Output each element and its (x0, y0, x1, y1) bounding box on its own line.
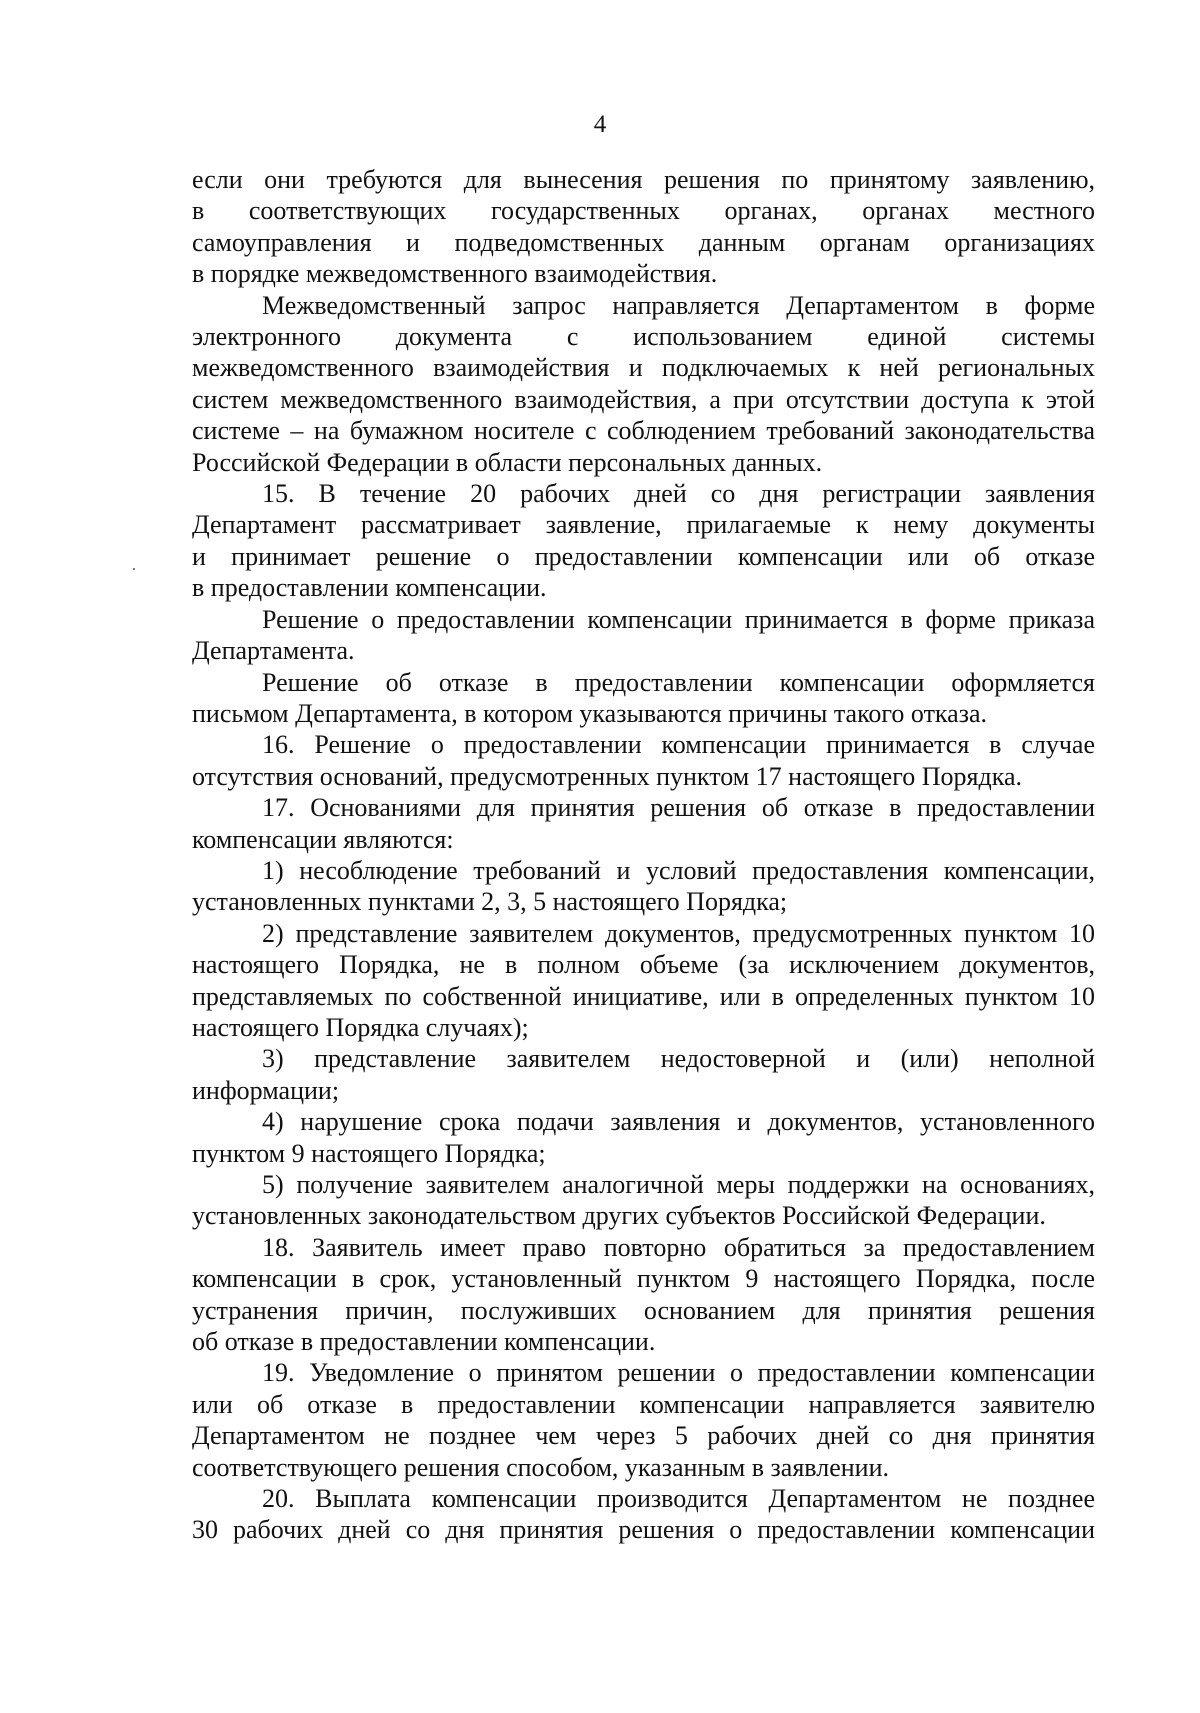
paragraph (192, 164, 1095, 290)
text-line: компенсации в срок, установленный пунктом 9 настоящего Порядка, после (192, 1264, 1095, 1294)
text-line: настоящего Порядка случаях); (192, 1012, 529, 1042)
text-line: Межведомственный запрос направляется Департаментом в форме (262, 290, 1095, 320)
text-line: об отказе в предоставлении компенсации. (192, 1327, 656, 1357)
paragraph (192, 1357, 1095, 1483)
text-line: Решение о предоставлении компенсации принимается в форме приказа (262, 604, 1095, 634)
text-line: Департаментом не позднее чем через 5 рабочих дней со дня принятия (192, 1421, 1095, 1451)
text-line: 3) представление заявителем недостоверной и (или) неполной (262, 1044, 1095, 1074)
text-line: в порядке межведомственного взаимодействия. (192, 259, 718, 289)
text-line: пунктом 9 настоящего Порядка; (192, 1138, 546, 1168)
document-body (192, 164, 1095, 1546)
text-line: системе – на бумажном носителе с соблюдением требований законодательства (192, 416, 1095, 446)
text-line: 30 рабочих дней со дня принятия решения о предоставлении компенсации (192, 1515, 1095, 1545)
paragraph (192, 855, 1095, 918)
text-line: самоуправления и подведомственных данным органам организациях (192, 227, 1095, 257)
paragraph (192, 918, 1095, 1044)
paragraph (192, 1043, 1095, 1106)
text-line: Решение об отказе в предоставлении компенсации оформляется (262, 667, 1095, 697)
text-line: 5) получение заявителем аналогичной меры поддержки на основаниях, (262, 1170, 1095, 1199)
text-line: 20. Выплата компенсации производится Департаментом не позднее (262, 1484, 1095, 1514)
text-line: в соответствующих государственных органах, органах местного (192, 196, 1095, 226)
text-line: если они требуются для вынесения решения по принятому заявлению, (192, 165, 1095, 194)
text-line: 1) несоблюдение требований и условий предоставления компенсации, (262, 855, 1095, 885)
text-line: информации; (192, 1075, 340, 1105)
text-line: 17. Основаниями для принятия решения об отказе в предоставлении (262, 793, 1095, 823)
text-line: установленных пунктами 2, 3, 5 настоящего Порядка; (192, 887, 788, 917)
text-line: установленных законодательством других субъектов Российской Федерации. (192, 1201, 1046, 1231)
paragraph (192, 290, 1095, 478)
text-line: электронного документа с использованием единой системы (192, 322, 1095, 352)
paragraph (192, 478, 1095, 604)
paragraph (192, 729, 1095, 792)
text-line: 16. Решение о предоставлении компенсации принимается в случае (262, 730, 1095, 760)
text-line: письмом Департамента, в котором указываются причины такого отказа. (192, 698, 988, 728)
page-number: 4 (593, 111, 607, 138)
text-line: устранения причин, послуживших основанием для принятия решения (192, 1295, 1095, 1325)
text-line: Российской Федерации в области персональных данных. (192, 447, 823, 477)
text-line: 19. Уведомление о принятом решении о предоставлении компенсации (262, 1358, 1095, 1388)
text-line: представляемых по собственной инициативе, или в определенных пунктом 10 (192, 981, 1095, 1011)
text-line: Департамент рассматривает заявление, прилагаемые к нему документы (192, 510, 1095, 540)
text-line: отсутствия оснований, предусмотренных пунктом 17 настоящего Порядка. (192, 761, 1022, 791)
paragraph (192, 1169, 1095, 1232)
paragraph (192, 667, 1095, 730)
text-line: 18. Заявитель имеет право повторно обратиться за предоставлением (262, 1232, 1095, 1262)
text-line: соответствующего решения способом, указанным в заявлении. (192, 1452, 889, 1482)
text-line: 4) нарушение срока подачи заявления и документов, установленного (262, 1107, 1095, 1137)
text-line: настоящего Порядка, не в полном объеме (за исключением документов, (192, 950, 1095, 980)
text-line: в предоставлении компенсации. (192, 573, 547, 603)
text-line: систем межведомственного взаимодействия, а при отсутствии доступа к этой (192, 384, 1095, 414)
text-line: и принимает решение о предоставлении компенсации или об отказе (192, 541, 1095, 571)
text-line: или об отказе в предоставлении компенсации направляется заявителю (192, 1389, 1095, 1419)
scan-artifact (133, 568, 135, 570)
text-line: Департамента. (192, 636, 355, 666)
paragraph (192, 1232, 1095, 1358)
paragraph (192, 1483, 1095, 1546)
paragraph (192, 792, 1095, 855)
text-line: 15. В течение 20 рабочих дней со дня регистрации заявления (262, 479, 1095, 509)
text-line: 2) представление заявителем документов, предусмотренных пунктом 10 (262, 918, 1095, 948)
text-line: компенсации являются: (192, 824, 454, 854)
paragraph (192, 604, 1095, 667)
paragraph (192, 1106, 1095, 1169)
text-line: межведомственного взаимодействия и подключаемых к ней региональных (192, 353, 1095, 383)
